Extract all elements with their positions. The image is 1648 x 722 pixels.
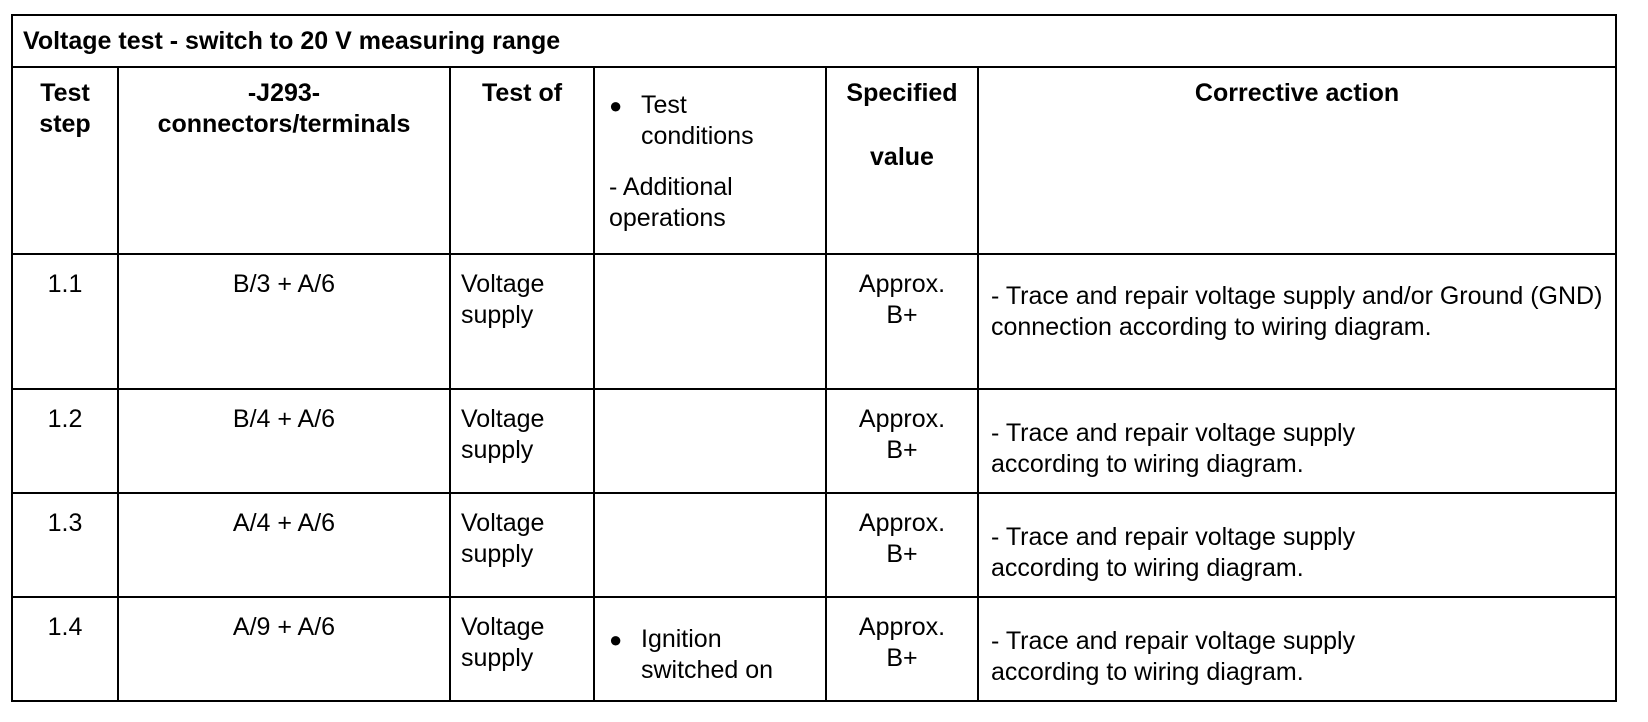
bullet-icon: ● xyxy=(609,93,623,118)
cell-test-of-text: Voltage supply xyxy=(461,405,545,464)
header-conditions-text: Test conditions xyxy=(641,91,754,150)
table-row xyxy=(12,597,1616,701)
cell-corrective-action xyxy=(978,493,1616,597)
cell-corrective-action xyxy=(978,389,1616,493)
header-connectors xyxy=(118,67,450,254)
cell-corrective-text: - Trace and repair voltage supply according to wiring diagram. xyxy=(991,419,1356,478)
cell-specified-text: Approx. B+ xyxy=(858,613,946,672)
cell-test-of-text: Voltage supply xyxy=(461,509,545,568)
cell-condition xyxy=(594,493,826,597)
condition-text: Ignition switched on xyxy=(641,625,774,684)
cell-specified-value xyxy=(826,597,978,701)
cell-specified-text: Approx. B+ xyxy=(858,509,946,568)
cell-test-of xyxy=(450,389,594,493)
header-conditions xyxy=(594,67,826,254)
cell-test-step: 1.3 xyxy=(12,493,118,597)
cell-condition xyxy=(594,597,826,701)
header-corrective-action: Corrective action xyxy=(978,67,1616,254)
cell-corrective-text: - Trace and repair voltage supply according to wiring diagram. xyxy=(991,523,1356,582)
cell-test-of-text: Voltage supply xyxy=(461,613,545,672)
header-test-step xyxy=(12,67,118,254)
cell-test-of xyxy=(450,254,594,389)
bullet-icon: ● xyxy=(609,627,623,652)
cell-specified-value xyxy=(826,254,978,389)
header-specified-line1: Specified xyxy=(846,79,958,107)
table-title: Voltage test - switch to 20 V measuring range xyxy=(12,15,1616,67)
cell-connectors: A/9 + A/6 xyxy=(118,597,450,701)
cell-connectors: B/4 + A/6 xyxy=(118,389,450,493)
cell-test-of xyxy=(450,493,594,597)
header-specified-line2: value xyxy=(870,143,934,171)
header-connectors-label: -J293- connectors/terminals xyxy=(157,79,411,138)
cell-test-step: 1.1 xyxy=(12,254,118,389)
voltage-test-table xyxy=(11,14,1617,702)
cell-test-of xyxy=(450,597,594,701)
table-row xyxy=(12,389,1616,493)
cell-connectors: B/3 + A/6 xyxy=(118,254,450,389)
cell-specified-value xyxy=(826,389,978,493)
cell-test-of-text: Voltage supply xyxy=(461,270,545,329)
header-additional-operations: - Additional operations xyxy=(609,173,733,232)
cell-corrective-action: - Trace and repair voltage supply and/or Ground (GND) connection according to wiring diagram. xyxy=(978,254,1616,389)
header-conditions-bullet xyxy=(609,90,819,152)
cell-specified-value xyxy=(826,493,978,597)
table-row xyxy=(12,493,1616,597)
cell-condition xyxy=(594,254,826,389)
header-row xyxy=(12,67,1616,254)
header-test-step-label: Test step xyxy=(39,79,91,138)
cell-corrective-action xyxy=(978,597,1616,701)
cell-connectors: A/4 + A/6 xyxy=(118,493,450,597)
cell-test-step: 1.4 xyxy=(12,597,118,701)
header-specified-value xyxy=(826,67,978,254)
cell-condition xyxy=(594,389,826,493)
cell-specified-text: Approx. B+ xyxy=(858,405,946,464)
header-test-of: Test of xyxy=(450,67,594,254)
cell-corrective-text: - Trace and repair voltage supply according to wiring diagram. xyxy=(991,627,1356,686)
cell-specified-text: Approx. B+ xyxy=(858,270,946,329)
condition-bullet xyxy=(609,624,825,686)
cell-test-step: 1.2 xyxy=(12,389,118,493)
table-row xyxy=(12,254,1616,389)
